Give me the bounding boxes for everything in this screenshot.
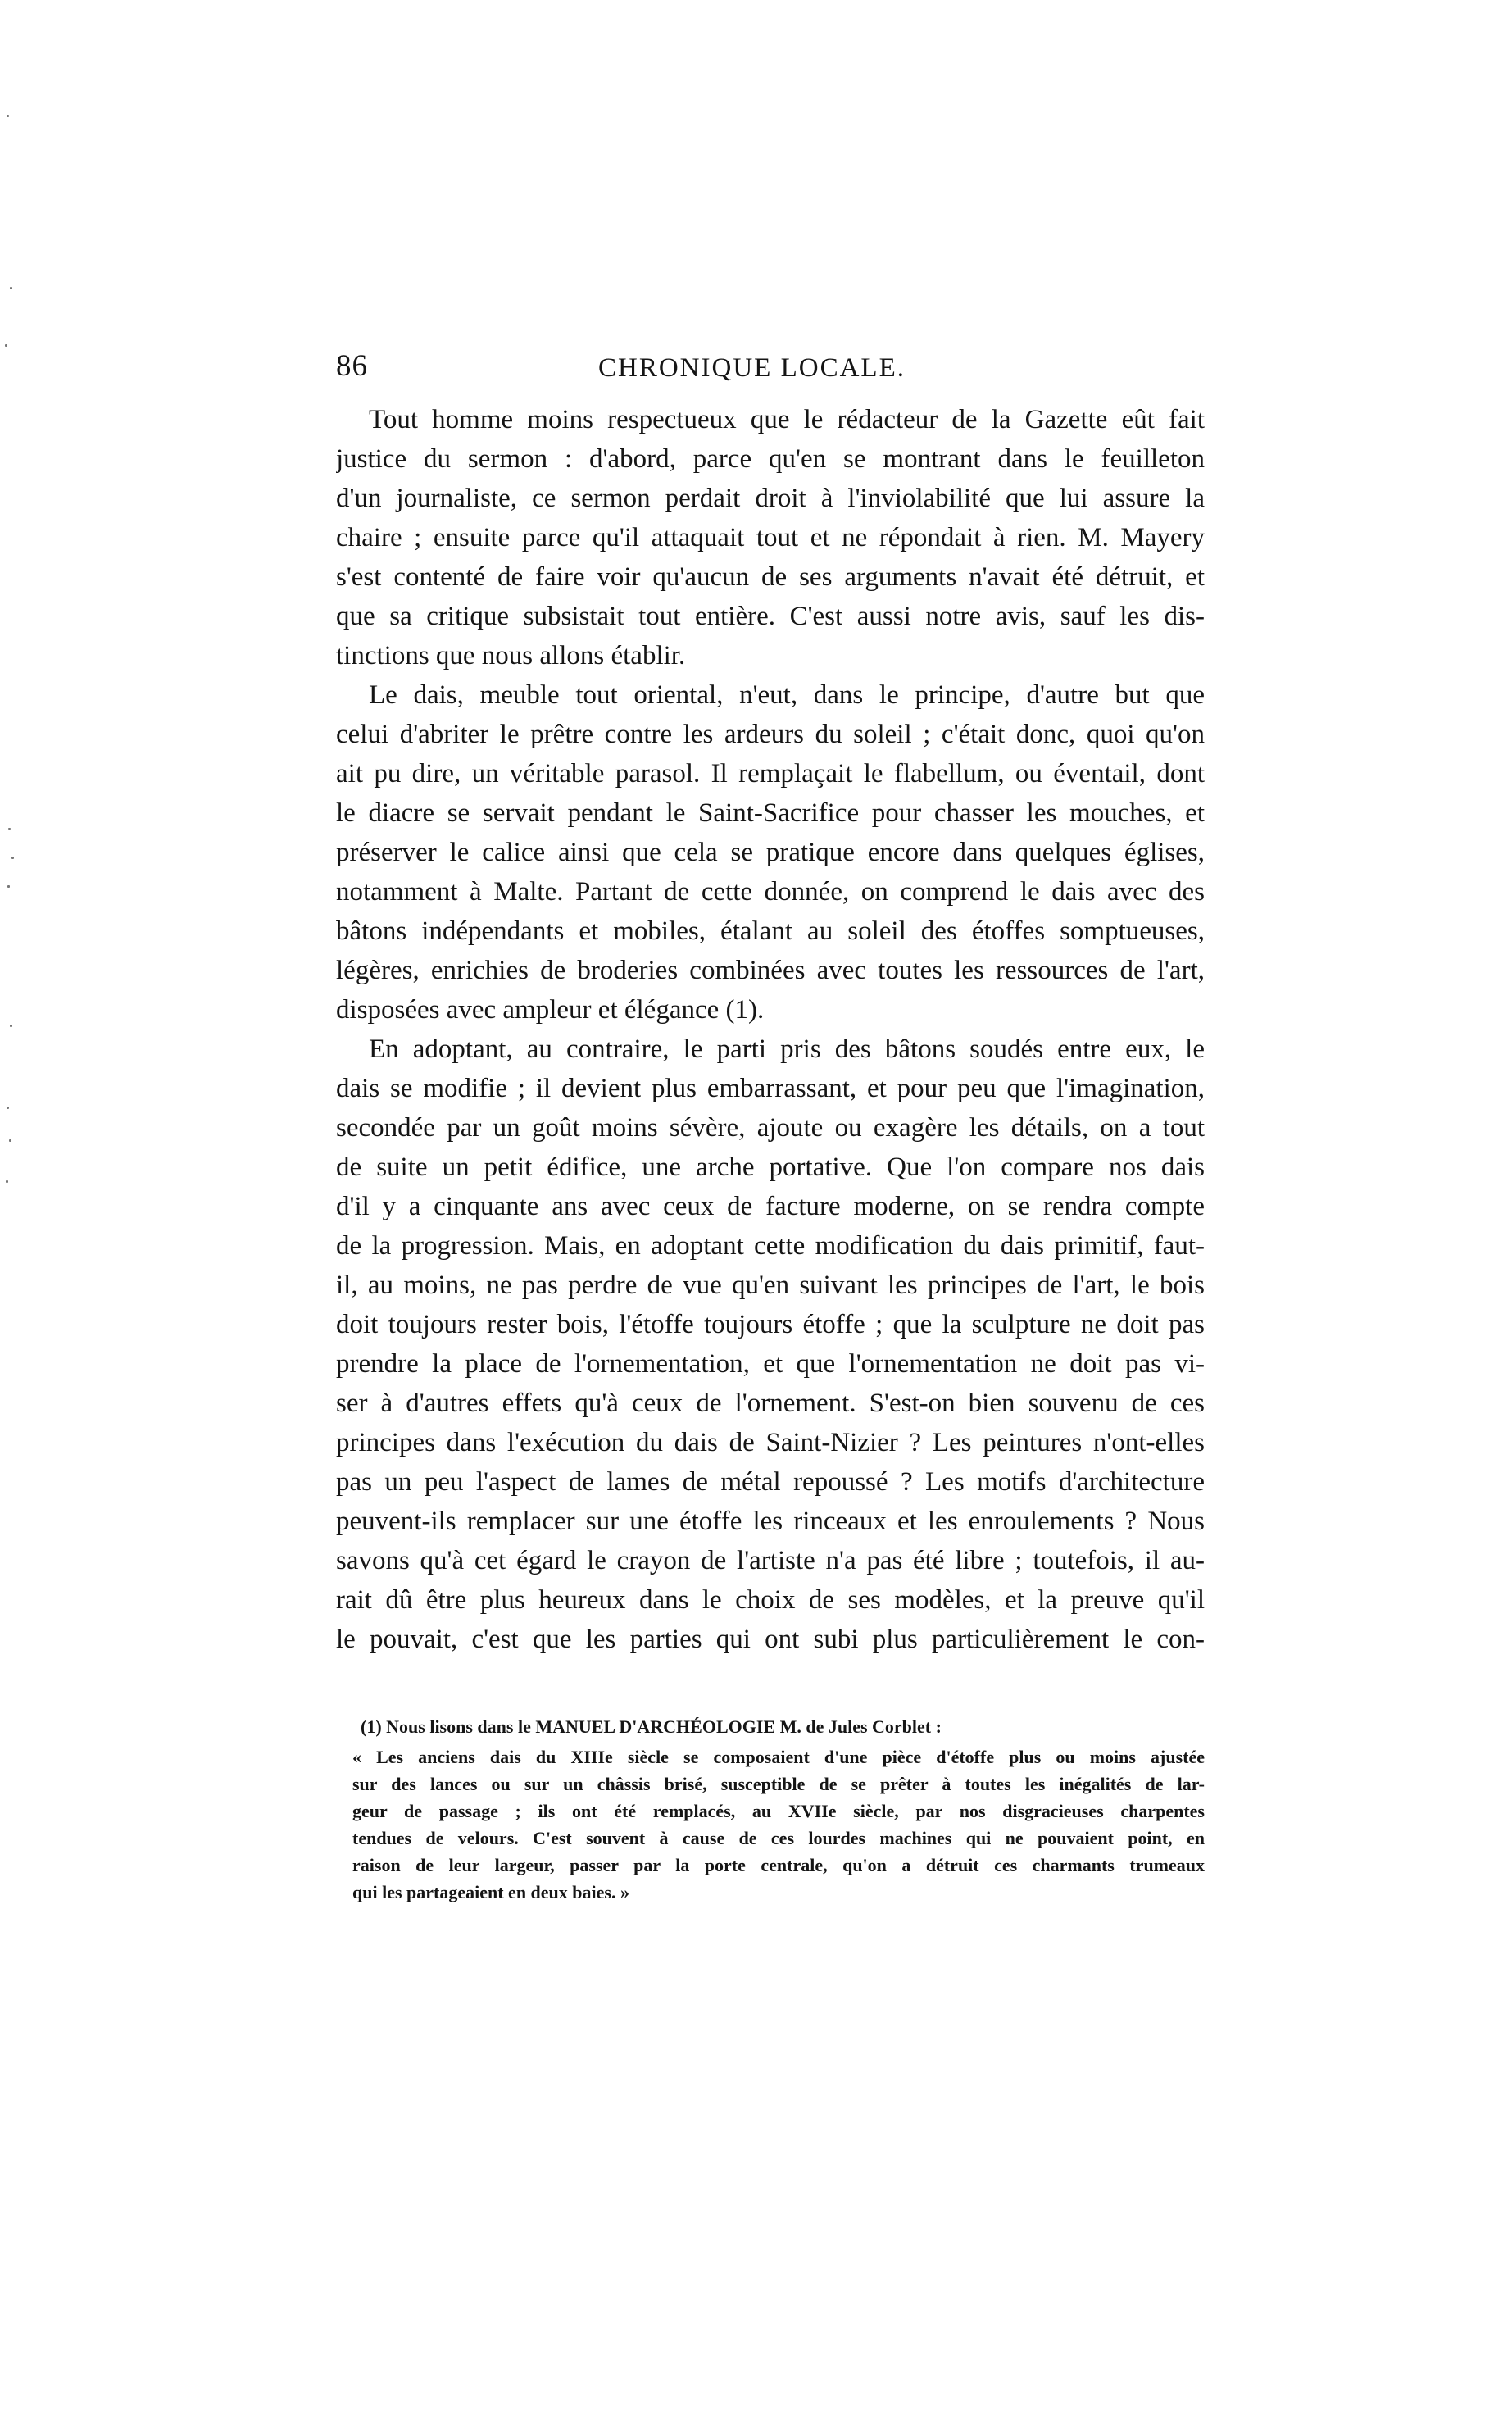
text-line: de la progression. Mais, en adoptant cette modification du dais primitif, faut-	[336, 1231, 1205, 1261]
text-line: s'est contenté de faire voir qu'aucun de ses arguments n'avait été détruit, et	[336, 562, 1205, 592]
text-line: pas un peu l'aspect de lames de métal repoussé ? Les motifs d'architecture	[336, 1467, 1205, 1497]
text-line: rait dû être plus heureux dans le choix de ses modèles, et la preuve qu'il	[336, 1585, 1205, 1615]
text-line: savons qu'à cet égard le crayon de l'artiste n'a pas été libre ; toutefois, il au-	[336, 1546, 1205, 1575]
text-line: tinctions que nous allons établir.	[336, 641, 686, 670]
text-line: de suite un petit édifice, une arche portative. Que l'on compare nos dais	[336, 1152, 1205, 1182]
text-line: chaire ; ensuite parce qu'il attaquait tout et ne répondait à rien. M. Mayery	[336, 523, 1205, 552]
footnote-line: raison de leur largeur, passer par la porte centrale, qu'on a détruit ces charmants trumeaux	[352, 1855, 1205, 1875]
text-line: celui d'abriter le prêtre contre les ardeurs du soleil ; c'était donc, quoi qu'on	[336, 720, 1205, 749]
page-header	[336, 348, 1205, 398]
footnote-line: geur de passage ; ils ont été remplacés, au XVIIe siècle, par nos disgracieuses charpentes	[352, 1801, 1205, 1821]
text-line: Tout homme moins respectueux que le rédacteur de la Gazette eût fait	[369, 405, 1205, 434]
text-line: prendre la place de l'ornementation, et que l'ornementation ne doit pas vi-	[336, 1349, 1205, 1379]
page-number: 86	[336, 349, 368, 383]
running-head: CHRONIQUE LOCALE.	[598, 353, 906, 383]
text-line: disposées avec ampleur et élégance (1).	[336, 995, 765, 1025]
footnote-line: tendues de velours. C'est souvent à cause de ces lourdes machines qui ne pouvaient point, en	[352, 1828, 1205, 1848]
text-line: secondée par un goût moins sévère, ajoute ou exagère les détails, on a tout	[336, 1113, 1205, 1143]
footnote-line: qui les partageaient en deux baies. »	[352, 1882, 629, 1902]
body-text	[336, 400, 1205, 1659]
text-line: principes dans l'exécution du dais de Saint-Nizier ? Les peintures n'ont-elles	[336, 1428, 1205, 1457]
text-line: ait pu dire, un véritable parasol. Il remplaçait le flabellum, ou éventail, dont	[336, 759, 1205, 789]
footnote-line: « Les anciens dais du XIIIe siècle se composaient d'une pièce d'étoffe plus ou moins ajustée	[352, 1747, 1205, 1767]
scan-margin-specks	[0, 0, 25, 2418]
text-line: que sa critique subsistait tout entière. C'est aussi notre avis, sauf les dis-	[336, 602, 1205, 631]
text-line: justice du sermon : d'abord, parce qu'en se montrant dans le feuilleton	[336, 444, 1205, 474]
text-line: d'un journaliste, ce sermon perdait droit à l'inviolabilité que lui assure la	[336, 484, 1205, 513]
text-line: le diacre se servait pendant le Saint-Sacrifice pour chasser les mouches, et	[336, 798, 1205, 828]
text-line: le pouvait, c'est que les parties qui ont subi plus particulièrement le con-	[336, 1625, 1205, 1654]
footnote-line: sur des lances ou sur un châssis brisé, susceptible de se prêter à toutes les inégalités de lar-	[352, 1774, 1205, 1794]
footnote-line: (1) Nous lisons dans le MANUEL D'ARCHÉOLOGIE M. de Jules Corblet :	[361, 1716, 942, 1737]
text-line: il, au moins, ne pas perdre de vue qu'en suivant les principes de l'art, le bois	[336, 1270, 1205, 1300]
text-line: peuvent-ils remplacer sur une étoffe les rinceaux et les enroulements ? Nous	[336, 1507, 1205, 1536]
footnotes	[352, 1713, 1205, 1906]
text-line: d'il y a cinquante ans avec ceux de facture moderne, on se rendra compte	[336, 1192, 1205, 1221]
text-line: Le dais, meuble tout oriental, n'eut, dans le principe, d'autre but que	[369, 680, 1205, 710]
text-line: légères, enrichies de broderies combinées avec toutes les ressources de l'art,	[336, 956, 1205, 985]
text-line: En adoptant, au contraire, le parti pris des bâtons soudés entre eux, le	[369, 1034, 1205, 1064]
text-line: dais se modifie ; il devient plus embarrassant, et pour peu que l'imagination,	[336, 1074, 1205, 1103]
text-line: ser à d'autres effets qu'à ceux de l'ornement. S'est-on bien souvenu de ces	[336, 1389, 1205, 1418]
text-line: bâtons indépendants et mobiles, étalant au soleil des étoffes somptueuses,	[336, 916, 1205, 946]
text-line: préserver le calice ainsi que cela se pratique encore dans quelques églises,	[336, 838, 1205, 867]
text-line: doit toujours rester bois, l'étoffe toujours étoffe ; que la sculpture ne doit pas	[336, 1310, 1205, 1339]
text-line: notamment à Malte. Partant de cette donnée, on comprend le dais avec des	[336, 877, 1205, 907]
